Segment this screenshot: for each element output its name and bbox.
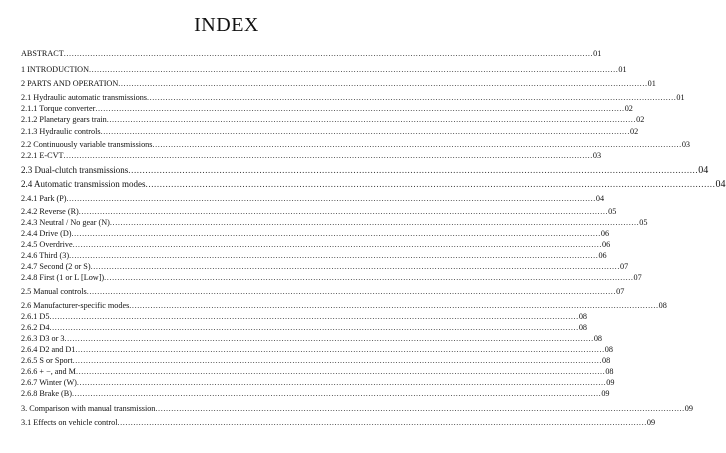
toc-entry-page: 07	[619, 262, 629, 271]
dot-leader: ........................................................................................................................................................................................................	[66, 194, 596, 203]
toc-entry	[21, 206, 617, 217]
dot-leader: ........................................................................................................................................................................................................	[69, 251, 599, 260]
toc-entry-page: 01	[647, 79, 656, 88]
toc-entry-label: 1 INTRODUCTION	[21, 65, 89, 74]
toc-entry-page: 08	[604, 345, 613, 354]
page-title: INDEX	[194, 14, 259, 36]
toc-entry-parts-and-operation	[21, 78, 656, 89]
toc-entry-label: 2.2.1 E-CVT	[21, 151, 64, 160]
toc-entry-label: 2.6.3 D3 or 3	[21, 334, 65, 343]
toc-entry-label: 2.4 Automatic transmission modes	[21, 179, 146, 189]
toc-entry	[21, 114, 645, 125]
dot-leader: ........................................................................................................................................................................................................	[71, 229, 601, 238]
toc-entry-page: 08	[605, 367, 614, 376]
toc-entry-page: 04	[595, 194, 605, 203]
toc-entry-label: 2.4.1 Park (P)	[21, 194, 67, 203]
toc-entry-page: 03	[681, 140, 691, 149]
toc-entry-page: 09	[684, 404, 693, 413]
dot-leader: ........................................................................................................................................................................................................	[155, 404, 685, 413]
toc-entry	[21, 300, 667, 311]
toc-entry-label: 2.6.2 D4	[21, 323, 50, 332]
toc-entry-page: 07	[616, 287, 625, 296]
toc-entry-label: 2.4.2 Reverse (R)	[21, 207, 79, 216]
toc-entry-label: 3. Comparison with manual transmission	[21, 404, 156, 413]
dot-leader: ........................................................................................................................................................................................................	[100, 127, 630, 136]
dot-leader: ........................................................................................................................................................................................................	[104, 273, 634, 282]
toc-entry	[21, 139, 691, 150]
toc-entry-label: 2 PARTS AND OPERATION	[21, 79, 119, 88]
toc-entry	[21, 286, 625, 297]
toc-entry	[21, 165, 709, 176]
dot-leader: ........................................................................................................................................................................................................	[49, 323, 579, 332]
dot-leader: ........................................................................................................................................................................................................	[75, 367, 606, 376]
toc-entry-label: 2.4.5 Overdrive	[21, 240, 73, 249]
toc-entry	[21, 217, 648, 228]
toc-entry-label: 2.1 Hydraulic automatic transmissions	[21, 93, 147, 102]
toc-entry	[21, 250, 607, 261]
toc-entry-page: 01	[676, 93, 685, 102]
toc-entry-page: 07	[633, 273, 642, 282]
toc-entry	[21, 179, 726, 190]
toc-entry-page: 08	[602, 356, 611, 365]
toc-entry-page: 02	[629, 127, 639, 136]
toc-entry-label: 2.1.1 Torque converter	[21, 104, 96, 113]
toc-entry-label: 2.4.7 Second (2 or S)	[21, 262, 91, 271]
dot-leader: ........................................................................................................................................................................................................	[146, 93, 677, 102]
dot-leader: ........................................................................................................................................................................................................	[86, 287, 617, 296]
dot-leader: ........................................................................................................................................................................................................	[64, 334, 594, 343]
dot-leader: ........................................................................................................................................................................................................	[152, 140, 682, 149]
toc-entry-label: 2.4.6 Third (3)	[21, 251, 70, 260]
toc-entry-page: 08	[658, 301, 667, 310]
toc-entry-introduction	[21, 64, 627, 75]
toc-entry-page: 06	[600, 229, 610, 238]
dot-leader: ........................................................................................................................................................................................................	[90, 262, 620, 271]
toc-entry-label: 2.4.4 Drive (D)	[21, 229, 72, 238]
toc-entry	[21, 403, 693, 414]
toc-entry	[21, 228, 610, 239]
toc-entry-page: 06	[598, 251, 607, 260]
toc-entry	[21, 272, 642, 283]
dot-leader: ........................................................................................................................................................................................................	[95, 104, 625, 113]
toc-entry	[21, 355, 611, 366]
toc-entry-page: 05	[639, 218, 648, 227]
dot-leader: ........................................................................................................................................................................................................	[145, 179, 716, 189]
dot-leader: ........................................................................................................................................................................................................	[78, 207, 609, 216]
toc-entry-page: 08	[578, 323, 587, 332]
toc-entry	[21, 92, 685, 103]
toc-entry	[21, 377, 615, 388]
dot-leader: ........................................................................................................................................................................................................	[72, 356, 603, 365]
toc-entry	[21, 388, 610, 399]
toc-entry	[21, 126, 639, 137]
toc-entry-page: 09	[646, 418, 656, 427]
dot-leader: ........................................................................................................................................................................................................	[63, 151, 593, 160]
toc-entry-label: 2.6.4 D2 and D1	[21, 345, 76, 354]
toc-entry-page: 09	[601, 389, 610, 398]
toc-entry-page: 02	[636, 115, 645, 124]
toc-entry	[21, 103, 633, 114]
toc-entry-label: 2.6.1 D5	[21, 312, 50, 321]
toc-entry	[21, 239, 611, 250]
toc-entry-label: 2.4.3 Neutral / No gear (N)	[21, 218, 110, 227]
dot-leader: ........................................................................................................................................................................................................	[117, 418, 647, 427]
toc-entry-page: 04	[715, 179, 726, 190]
toc-entry-label: ABSTRACT	[21, 49, 64, 58]
toc-entry	[21, 150, 602, 161]
toc-entry	[21, 193, 605, 204]
toc-entry-label: 2.3 Dual-clutch transmissions	[21, 165, 129, 175]
toc-entry-label: 2.4.8 First (1 or L [Low])	[21, 273, 105, 282]
toc-entry-page: 05	[608, 207, 617, 216]
toc-entry-label: 2.1.3 Hydraulic controls	[21, 127, 101, 136]
toc-entry	[21, 322, 587, 333]
toc-entry-page: 03	[592, 151, 602, 160]
dot-leader: ........................................................................................................................................................................................................	[118, 79, 648, 88]
toc-entry-label: 2.6.8 Brake (B)	[21, 389, 72, 398]
dot-leader: ........................................................................................................................................................................................................	[109, 218, 640, 227]
toc-entry-label: 2.2 Continuously variable transmissions	[21, 140, 153, 149]
toc-entry	[21, 261, 629, 272]
toc-entry-page: 04	[698, 165, 709, 176]
toc-entry-label: 2.1.2 Planetary gears train	[21, 115, 107, 124]
toc-entry-page: 06	[602, 240, 611, 249]
toc-entry-page: 01	[593, 49, 602, 58]
toc-entry-page: 08	[578, 312, 587, 321]
toc-entry	[21, 333, 602, 344]
toc-entry-page: 01	[618, 65, 627, 74]
toc-entry	[21, 417, 656, 428]
toc-entry-label: 3.1 Effects on vehicle control	[21, 418, 118, 427]
dot-leader: ........................................................................................................................................................................................................	[63, 49, 594, 58]
dot-leader: ........................................................................................................................................................................................................	[76, 378, 607, 387]
toc-entry-label: 2.6.7 Winter (W)	[21, 378, 77, 387]
toc-entry-label: 2.6 Manufacturer-specific modes	[21, 301, 130, 310]
dot-leader: ........................................................................................................................................................................................................	[129, 301, 659, 310]
toc-entry	[21, 344, 613, 355]
toc-entry	[21, 366, 614, 377]
toc-entry-page: 08	[593, 334, 602, 343]
toc-entry-page: 09	[606, 378, 615, 387]
dot-leader: ........................................................................................................................................................................................................	[75, 345, 605, 354]
toc-entry	[21, 311, 587, 322]
dot-leader: ........................................................................................................................................................................................................	[71, 389, 602, 398]
toc-entry-label: 2.6.6 + −, and M	[21, 367, 76, 376]
toc-entry-page: 02	[624, 104, 633, 113]
dot-leader: ........................................................................................................................................................................................................	[106, 115, 637, 124]
toc-entry-label: 2.6.5 S or Sport	[21, 356, 73, 365]
toc-entry-abstract	[21, 48, 602, 59]
dot-leader: ........................................................................................................................................................................................................	[128, 165, 699, 175]
toc-entry-label: 2.5 Manual controls	[21, 287, 87, 296]
dot-leader: ........................................................................................................................................................................................................	[49, 312, 579, 321]
dot-leader: ........................................................................................................................................................................................................	[72, 240, 602, 249]
dot-leader: ........................................................................................................................................................................................................	[89, 65, 619, 74]
